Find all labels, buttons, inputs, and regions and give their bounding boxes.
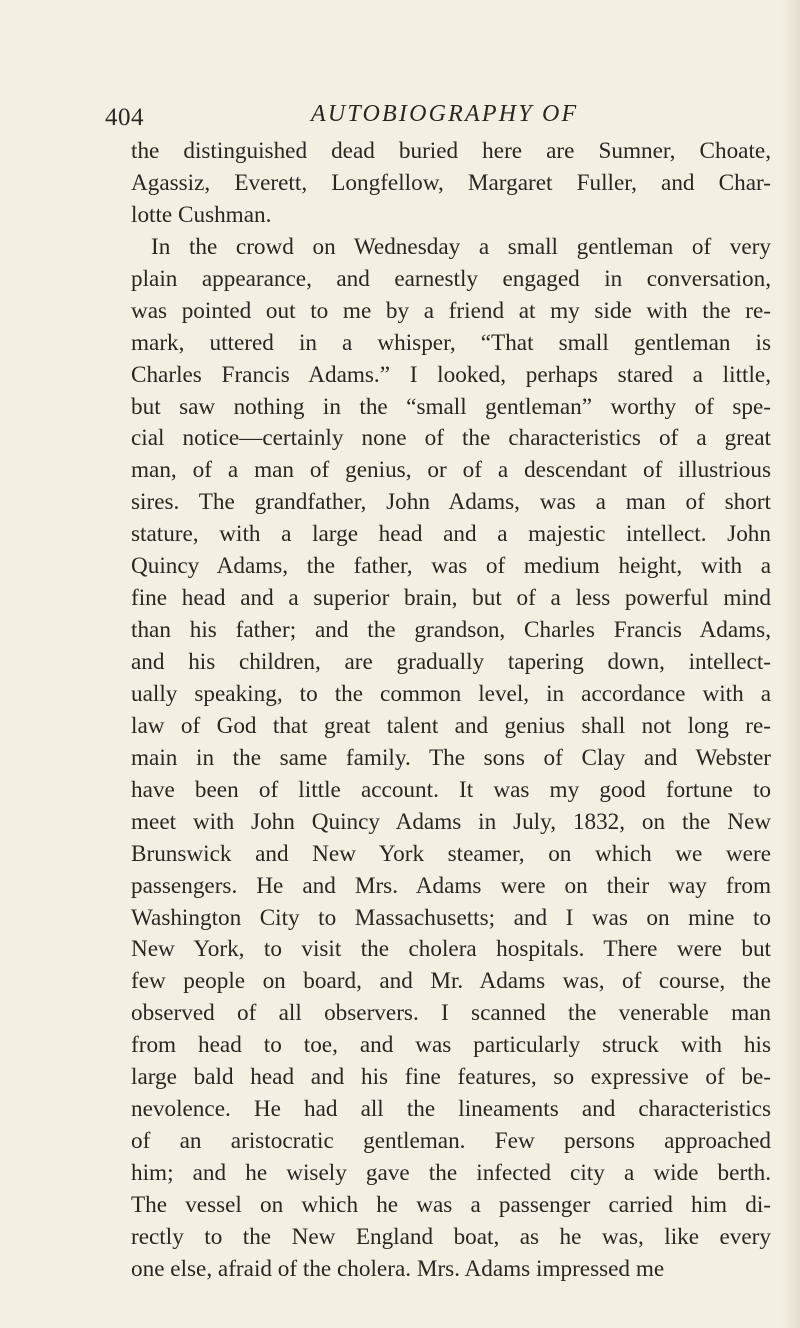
text-line: Washington City to Massachusetts; and I was on mine to	[131, 904, 771, 931]
text-line: main in the same family. The sons of Clay and Webster	[131, 744, 771, 771]
text-line: ually speaking, to the common level, in accordance with a	[131, 680, 771, 707]
text-line: few people on board, and Mr. Adams was, of course, the	[131, 968, 771, 995]
text-line: was pointed out to me by a friend at my side with the re-	[131, 297, 771, 324]
text-line: meet with John Quincy Adams in July, 1832, on the New	[131, 808, 771, 835]
text-line: The vessel on which he was a passenger carried him di-	[131, 1191, 771, 1218]
text-line: observed of all observers. I scanned the venerable man	[131, 1000, 771, 1027]
page-number: 404	[105, 104, 144, 131]
text-line: mark, uttered in a whisper, “That small gentleman is	[131, 329, 771, 356]
text-line: nevolence. He had all the lineaments and characteristics	[131, 1096, 771, 1123]
text-line: New York, to visit the cholera hospitals. There were but	[131, 936, 771, 963]
text-line: large bald head and his fine features, so expressive of be-	[131, 1064, 771, 1091]
text-line: sires. The grandfather, John Adams, was a man of short	[131, 489, 771, 516]
text-line: have been of little account. It was my good fortune to	[131, 776, 771, 803]
text-line: Brunswick and New York steamer, on which we were	[131, 840, 771, 867]
text-line: Quincy Adams, the father, was of medium height, with a	[131, 553, 771, 580]
text-line: and his children, are gradually tapering down, intellect-	[131, 649, 771, 675]
text-line: the distinguished dead buried here are Sumner, Choate,	[131, 138, 771, 164]
text-line: plain appearance, and earnestly engaged in conversation,	[131, 265, 771, 292]
running-head: AUTOBIOGRAPHY OF	[311, 101, 579, 127]
text-line: lotte Cushman.	[131, 201, 272, 228]
text-line: law of God that great talent and genius shall not long re-	[131, 712, 771, 739]
page-edge-shadow	[782, 0, 800, 1328]
text-line: fine head and a superior brain, but of a less powerful mind	[131, 585, 771, 612]
text-line: man, of a man of genius, or of a descendant of illustrious	[131, 457, 771, 484]
text-line: but saw nothing in the “small gentleman” worthy of spe-	[131, 393, 771, 420]
text-line: Agassiz, Everett, Longfellow, Margaret Fuller, and Char-	[131, 169, 771, 196]
body-text	[131, 136, 771, 1286]
text-line: him; and he wisely gave the infected city a wide berth.	[131, 1160, 771, 1186]
text-line: one else, afraid of the cholera. Mrs. Adams impressed me	[131, 1255, 665, 1282]
text-line: stature, with a large head and a majestic intellect. John	[131, 521, 771, 548]
text-line: passengers. He and Mrs. Adams were on their way from	[131, 872, 771, 899]
text-line: than his father; and the grandson, Charles Francis Adams,	[131, 617, 771, 644]
text-line: rectly to the New England boat, as he was, like every	[131, 1223, 771, 1250]
text-line: In the crowd on Wednesday a small gentleman of very	[151, 233, 771, 260]
text-line: cial notice—certainly none of the characteristics of a great	[131, 425, 771, 452]
page-header	[0, 98, 800, 138]
text-line: of an aristocratic gentleman. Few persons approached	[131, 1128, 771, 1155]
text-line: from head to toe, and was particularly struck with his	[131, 1032, 771, 1059]
text-line: Charles Francis Adams.” I looked, perhaps stared a little,	[131, 361, 771, 388]
